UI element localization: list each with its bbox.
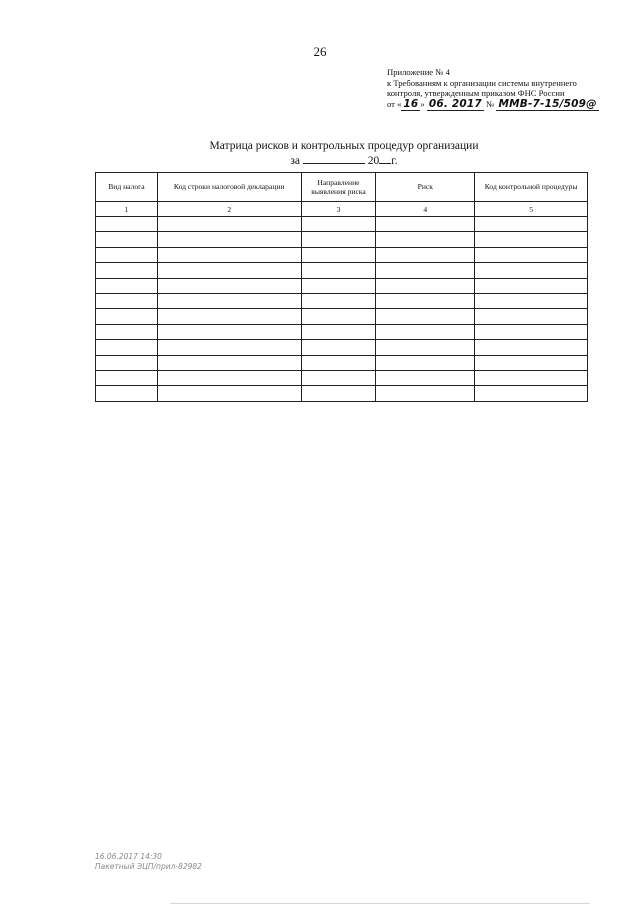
- reporting-period: [0, 153, 640, 168]
- column-number: 1: [96, 202, 158, 217]
- column-header-control-procedure-code: Код контрольной процедуры: [475, 173, 588, 202]
- table-cell: [157, 263, 301, 278]
- table-cell: [376, 370, 475, 385]
- appendix-line-3: контроля, утвержденным приказом ФНС России: [387, 88, 565, 98]
- table-row: [96, 355, 588, 370]
- stamp-line-2: Пакетный ЭЦП/прил-82982: [95, 862, 202, 871]
- table-cell: [96, 232, 158, 247]
- order-day: 16: [403, 97, 419, 110]
- period-year: 20: [367, 155, 380, 167]
- column-header-tax-type: Вид налога: [96, 173, 158, 202]
- table-cell: [96, 386, 158, 401]
- table-cell: [475, 263, 588, 278]
- table-row: [96, 370, 588, 385]
- table-cell: [475, 309, 588, 324]
- table-cell: [301, 386, 376, 401]
- table-cell: [475, 324, 588, 339]
- table-cell: [376, 386, 475, 401]
- table-cell: [376, 309, 475, 324]
- electronic-stamp: [95, 852, 202, 872]
- table-cell: [157, 247, 301, 262]
- table-cell: [376, 293, 475, 308]
- table-header-row: [96, 173, 588, 202]
- table-row: [96, 340, 588, 355]
- table-cell: [301, 324, 376, 339]
- column-header-risk: Риск: [376, 173, 475, 202]
- table-cell: [96, 340, 158, 355]
- table-cell: [376, 355, 475, 370]
- table-cell: [301, 309, 376, 324]
- table-cell: [157, 355, 301, 370]
- order-from-prefix: от «: [387, 98, 402, 109]
- stamp-line-1: 16.06.2017 14:30: [95, 852, 162, 861]
- table-row: [96, 324, 588, 339]
- order-day-close: »: [420, 98, 425, 109]
- table-cell: [301, 278, 376, 293]
- table-cell: [96, 217, 158, 232]
- scan-artifact-line: [170, 903, 590, 904]
- column-number: 4: [376, 202, 475, 217]
- table-cell: [301, 293, 376, 308]
- column-header-declaration-line-code: Код строки налоговой декларации: [157, 173, 301, 202]
- table-cell: [96, 263, 158, 278]
- table-row: [96, 386, 588, 401]
- column-number: 5: [475, 202, 588, 217]
- table-cell: [475, 293, 588, 308]
- table-row: [96, 263, 588, 278]
- table-cell: [157, 370, 301, 385]
- table-row: [96, 247, 588, 262]
- table-cell: [301, 247, 376, 262]
- table-cell: [157, 309, 301, 324]
- table-row: [96, 232, 588, 247]
- table-cell: [376, 247, 475, 262]
- table-cell: [376, 278, 475, 293]
- table-cell: [376, 232, 475, 247]
- order-month-year: 06. 2017: [428, 97, 482, 110]
- table-row: [96, 217, 588, 232]
- period-year-blank: [379, 153, 391, 164]
- table-row: [96, 293, 588, 308]
- document-title: Матрица рисков и контрольных процедур организации: [209, 140, 479, 152]
- table-cell: [376, 263, 475, 278]
- table-cell: [157, 232, 301, 247]
- order-number: ММВ-7-15/509@: [498, 97, 597, 110]
- table-cell: [96, 370, 158, 385]
- table-cell: [376, 324, 475, 339]
- order-number-prefix: №: [486, 98, 495, 109]
- table-cell: [475, 355, 588, 370]
- column-number: 3: [301, 202, 376, 217]
- table-cell: [157, 386, 301, 401]
- table-cell: [96, 309, 158, 324]
- appendix-line-1: Приложение № 4: [387, 67, 450, 77]
- table-cell: [376, 217, 475, 232]
- table-cell: [376, 340, 475, 355]
- table-cell: [96, 324, 158, 339]
- table-cell: [96, 293, 158, 308]
- table-cell: [475, 247, 588, 262]
- table-cell: [301, 340, 376, 355]
- table-cell: [301, 370, 376, 385]
- period-prefix: за: [290, 155, 301, 167]
- page-number: 26: [313, 44, 327, 59]
- column-number: 2: [157, 202, 301, 217]
- table-cell: [96, 278, 158, 293]
- table-cell: [96, 355, 158, 370]
- table-cell: [475, 340, 588, 355]
- table-cell: [301, 263, 376, 278]
- table-cell: [301, 232, 376, 247]
- table-cell: [301, 217, 376, 232]
- table-cell: [157, 293, 301, 308]
- appendix-order-line: [387, 99, 617, 110]
- table-cell: [157, 324, 301, 339]
- table-cell: [96, 247, 158, 262]
- period-suffix: г.: [391, 155, 398, 167]
- table-cell: [475, 232, 588, 247]
- table-cell: [157, 217, 301, 232]
- table-cell: [157, 278, 301, 293]
- column-number-row: [96, 202, 588, 217]
- appendix-line-2: к Требованиям к организации системы внутреннего: [387, 77, 577, 88]
- appendix-header: [387, 67, 617, 109]
- table-cell: [157, 340, 301, 355]
- table-row: [96, 278, 588, 293]
- table-cell: [475, 370, 588, 385]
- table-cell: [475, 217, 588, 232]
- table-row: [96, 309, 588, 324]
- table-cell: [475, 278, 588, 293]
- column-header-risk-direction: Направление выявления риска: [301, 173, 376, 202]
- period-blank: [303, 153, 365, 164]
- table-cell: [475, 386, 588, 401]
- risk-matrix-table: [95, 172, 588, 402]
- table-cell: [301, 355, 376, 370]
